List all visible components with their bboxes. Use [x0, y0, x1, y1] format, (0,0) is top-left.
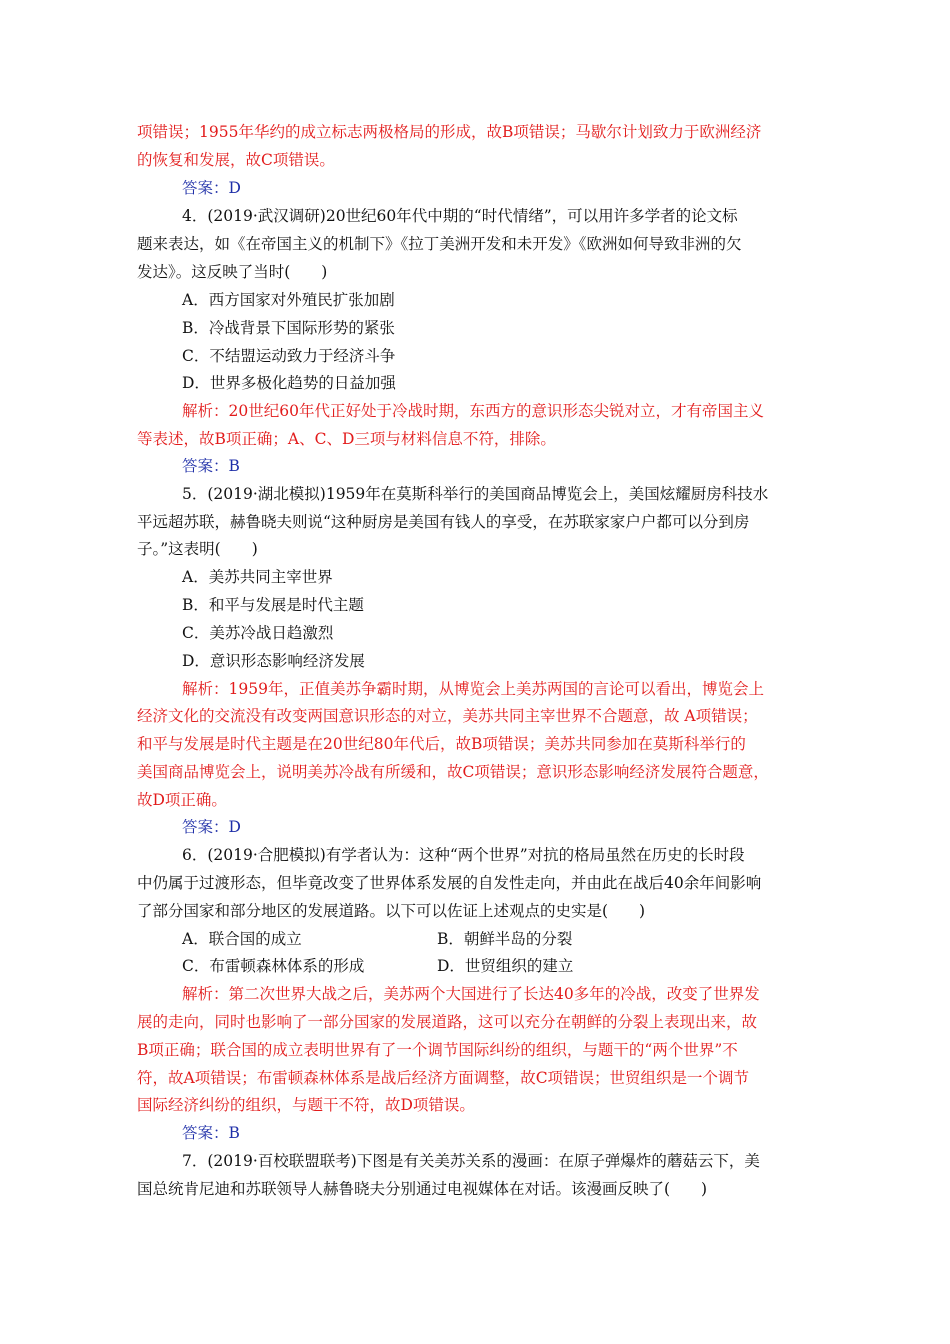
q5-analysis-line: 故D项正确。 — [137, 791, 227, 809]
q4-option-d: D．世界多极化趋势的日益加强 — [182, 374, 396, 392]
q5-option-a: A．美苏共同主宰世界 — [182, 568, 333, 586]
q5-analysis-line: 经济文化的交流没有改变两国意识形态的对立，美苏共同主宰世界不合题意，故 A项错误； — [137, 707, 758, 725]
q5-analysis-line: 美国商品博览会上，说明美苏冷战有所缓和，故C项错误；意识形态影响经济发展符合题意， — [137, 763, 769, 781]
q6-analysis-line: B项正确；联合国的成立表明世界有了一个调节国际纠纷的组织，与题干的“两个世界”不 — [137, 1041, 738, 1059]
q6-option-b: B．朝鲜半岛的分裂 — [437, 930, 573, 948]
q4-answer: 答案：B — [182, 457, 240, 475]
q5-option-d: D．意识形态影响经济发展 — [182, 652, 365, 670]
q6-stem-line: 6．(2019·合肥模拟)有学者认为：这种“两个世界”对抗的格局虽然在历史的长时段 — [182, 846, 745, 864]
q6-answer: 答案：B — [182, 1124, 240, 1142]
q3-analysis-line: 的恢复和发展，故C项错误。 — [137, 151, 335, 169]
q6-analysis-line: 展的走向，同时也影响了一部分国家的发展道路，这可以充分在朝鲜的分裂上表现出来，故 — [137, 1013, 758, 1031]
q6-analysis-line: 解析：第二次世界大战之后，美苏两个大国进行了长达40多年的冷战，改变了世界发 — [182, 985, 760, 1003]
q4-analysis-line: 等表述，故B项正确；A、C、D三项与材料信息不符，排除。 — [137, 430, 556, 448]
q6-option-a: A．联合国的成立 — [182, 930, 302, 948]
q5-option-c: C．美苏冷战日趋激烈 — [182, 624, 334, 642]
q4-option-c: C．不结盟运动致力于经济斗争 — [182, 347, 396, 365]
q5-stem-line: 子。”这表明( ) — [137, 540, 258, 558]
q7-stem-line: 国总统肯尼迪和苏联领导人赫鲁晓夫分别通过电视媒体在对话。该漫画反映了( ) — [137, 1180, 708, 1198]
q6-analysis-line: 国际经济纠纷的组织，与题干不符，故D项错误。 — [137, 1096, 475, 1114]
q4-option-a: A．西方国家对外殖民扩张加剧 — [182, 291, 395, 309]
q4-option-b: B．冷战背景下国际形势的紧张 — [182, 319, 395, 337]
q5-stem-line: 平远超苏联，赫鲁晓夫则说“这种厨房是美国有钱人的享受，在苏联家家户户都可以分到房 — [137, 513, 750, 531]
q5-analysis-line: 和平与发展是时代主题是在20世纪80年代后，故B项错误；美苏共同参加在莫斯科举行的 — [137, 735, 746, 753]
q3-analysis-line: 项错误；1955年华约的成立标志两极格局的形成，故B项错误；马歇尔计划致力于欧洲经济 — [137, 123, 762, 141]
q6-option-d: D．世贸组织的建立 — [437, 957, 574, 975]
q4-stem-line: 发达》。这反映了当时( ) — [137, 263, 328, 281]
q6-option-c: C．布雷顿森林体系的形成 — [182, 957, 365, 975]
q6-stem-line: 中仍属于过渡形态，但毕竟改变了世界体系发展的自发性走向，并由此在战后40余年间影响 — [137, 874, 762, 892]
q5-answer: 答案：D — [182, 818, 241, 836]
q5-stem-line: 5．(2019·湖北模拟)1959年在莫斯科举行的美国商品博览会上，美国炫耀厨房科技水 — [182, 485, 769, 503]
q7-stem-line: 7．(2019·百校联盟联考)下图是有关美苏关系的漫画：在原子弹爆炸的蘑菇云下，美 — [182, 1152, 760, 1170]
q5-analysis-line: 解析：1959年，正值美苏争霸时期，从博览会上美苏两国的言论可以看出，博览会上 — [182, 680, 764, 698]
q5-option-b: B．和平与发展是时代主题 — [182, 596, 364, 614]
q4-stem-line: 4．(2019·武汉调研)20世纪60年代中期的“时代情绪”，可以用许多学者的论文标 — [182, 207, 738, 225]
q4-analysis-line: 解析：20世纪60年代正好处于冷战时期，东西方的意识形态尖锐对立，才有帝国主义 — [182, 402, 764, 420]
q6-stem-line: 了部分国家和部分地区的发展道路。以下可以佐证上述观点的史实是( ) — [137, 902, 646, 920]
q3-answer: 答案：D — [182, 179, 241, 197]
q4-stem-line: 题来表达，如《在帝国主义的机制下》《拉丁美洲开发和未开发》《欧洲如何导致非洲的欠 — [137, 235, 742, 253]
q6-analysis-line: 符，故A项错误；布雷顿森林体系是战后经济方面调整，故C项错误；世贸组织是一个调节 — [137, 1069, 750, 1087]
